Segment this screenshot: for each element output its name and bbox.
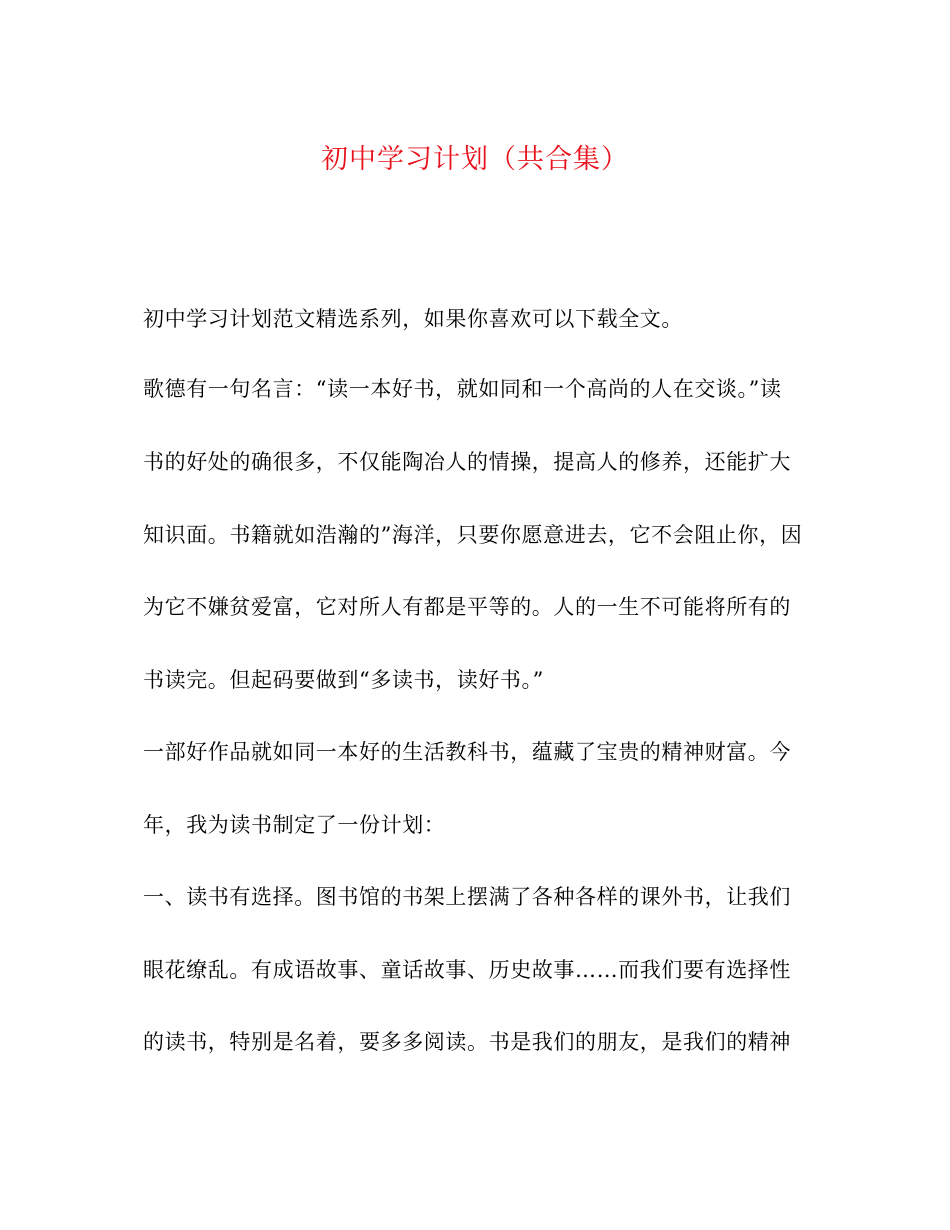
body-line-1: 初中学习计划范文精选系列，如果你喜欢可以下载全文。 xyxy=(143,307,683,331)
document-title: 初中学习计划（共合集） xyxy=(321,144,629,175)
body-line-11: 的读书，特别是名着，要多多阅读。书是我们的朋友，是我们的精神 xyxy=(143,1030,791,1054)
body-line-5: 为它不嫌贫爱富，它对所人有都是平等的。人的一生不可能将所有的 xyxy=(143,595,791,619)
body-line-9: 一、读书有选择。图书馆的书架上摆满了各种各样的课外书，让我们 xyxy=(143,885,791,909)
body-line-10: 眼花缭乱。有成语故事、童话故事、历史故事……而我们要有选择性 xyxy=(143,958,791,982)
body-line-3: 书的好处的确很多，不仅能陶冶人的情操，提高人的修养，还能扩大 xyxy=(143,450,791,474)
body-line-4: 知识面。书籍就如浩瀚的”海洋，只要你愿意进去，它不会阻止你，因 xyxy=(143,523,803,547)
body-line-7: 一部好作品就如同一本好的生活教科书，蕴藏了宝贵的精神财富。今 xyxy=(143,740,791,764)
body-line-2: 歌德有一句名言：“读一本好书，就如同和一个高尚的人在交谈。”读 xyxy=(143,377,782,401)
body-line-8: 年，我为读书制定了一份计划： xyxy=(143,813,446,837)
body-line-6: 书读完。但起码要做到“多读书，读好书。” xyxy=(143,668,544,692)
